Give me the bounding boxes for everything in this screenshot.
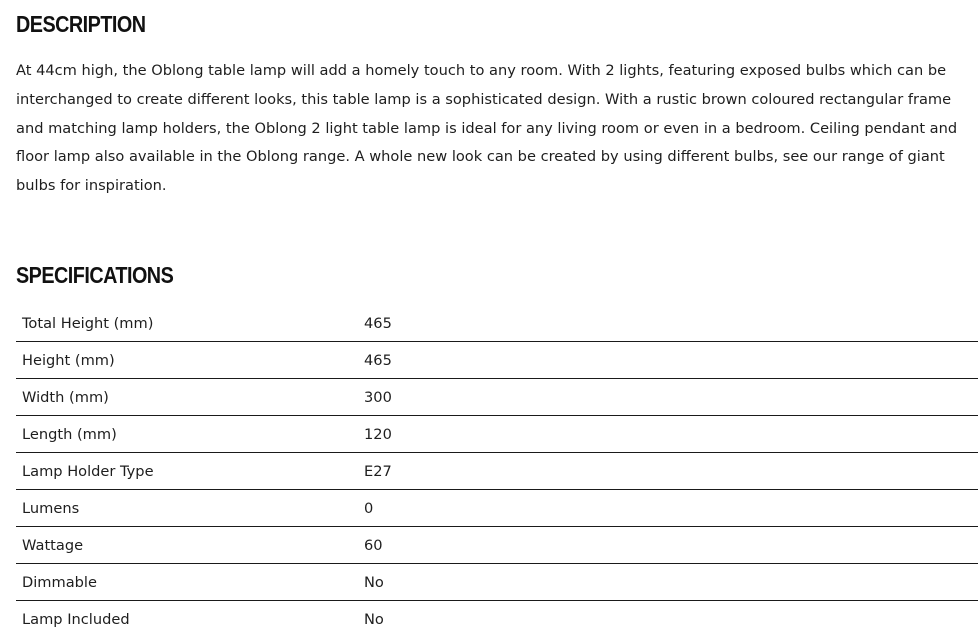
- specifications-heading: SPECIFICATIONS: [16, 262, 174, 288]
- spec-value: 465: [364, 351, 392, 369]
- spec-value: 300: [364, 388, 392, 406]
- specifications-table: [16, 305, 978, 637]
- spec-label: Length (mm): [22, 425, 117, 443]
- spec-label: Total Height (mm): [22, 314, 154, 332]
- spec-label: Width (mm): [22, 388, 109, 406]
- spec-label: Wattage: [22, 536, 84, 554]
- spec-row: [16, 453, 978, 490]
- spec-value: 60: [364, 536, 383, 554]
- spec-row: [16, 601, 978, 638]
- spec-value: 0: [364, 499, 374, 517]
- spec-row: [16, 342, 978, 379]
- spec-label: Lumens: [22, 499, 80, 517]
- spec-label: Lamp Holder Type: [22, 462, 154, 480]
- spec-row: [16, 305, 978, 342]
- spec-row: [16, 416, 978, 453]
- spec-row: [16, 564, 978, 601]
- spec-label: Lamp Included: [22, 610, 130, 628]
- spec-row: [16, 490, 978, 527]
- spec-row: [16, 379, 978, 416]
- spec-value: No: [364, 610, 384, 628]
- spec-value: No: [364, 573, 384, 591]
- description-text: At 44cm high, the Oblong table lamp will add a homely touch to any room. With 2 lights, featuring exposed bulbs which can be interchanged to create different looks, this table lamp is a sophisticated design. With a rustic brown coloured rectangular frame and matching lamp holders, the Oblong 2 light table lamp is ideal for any living room or even in a bedroom. Ceiling pendant and floor lamp also available in the Oblong range. A whole new look can be created by using different bulbs, see our range of giant bulbs for inspiration.: [16, 62, 958, 195]
- spec-value: 465: [364, 314, 392, 332]
- description-heading: DESCRIPTION: [16, 11, 146, 37]
- spec-row: [16, 527, 978, 564]
- spec-value: 120: [364, 425, 392, 443]
- spec-label: Dimmable: [22, 573, 97, 591]
- spec-value: E27: [364, 462, 392, 480]
- spec-label: Height (mm): [22, 351, 115, 369]
